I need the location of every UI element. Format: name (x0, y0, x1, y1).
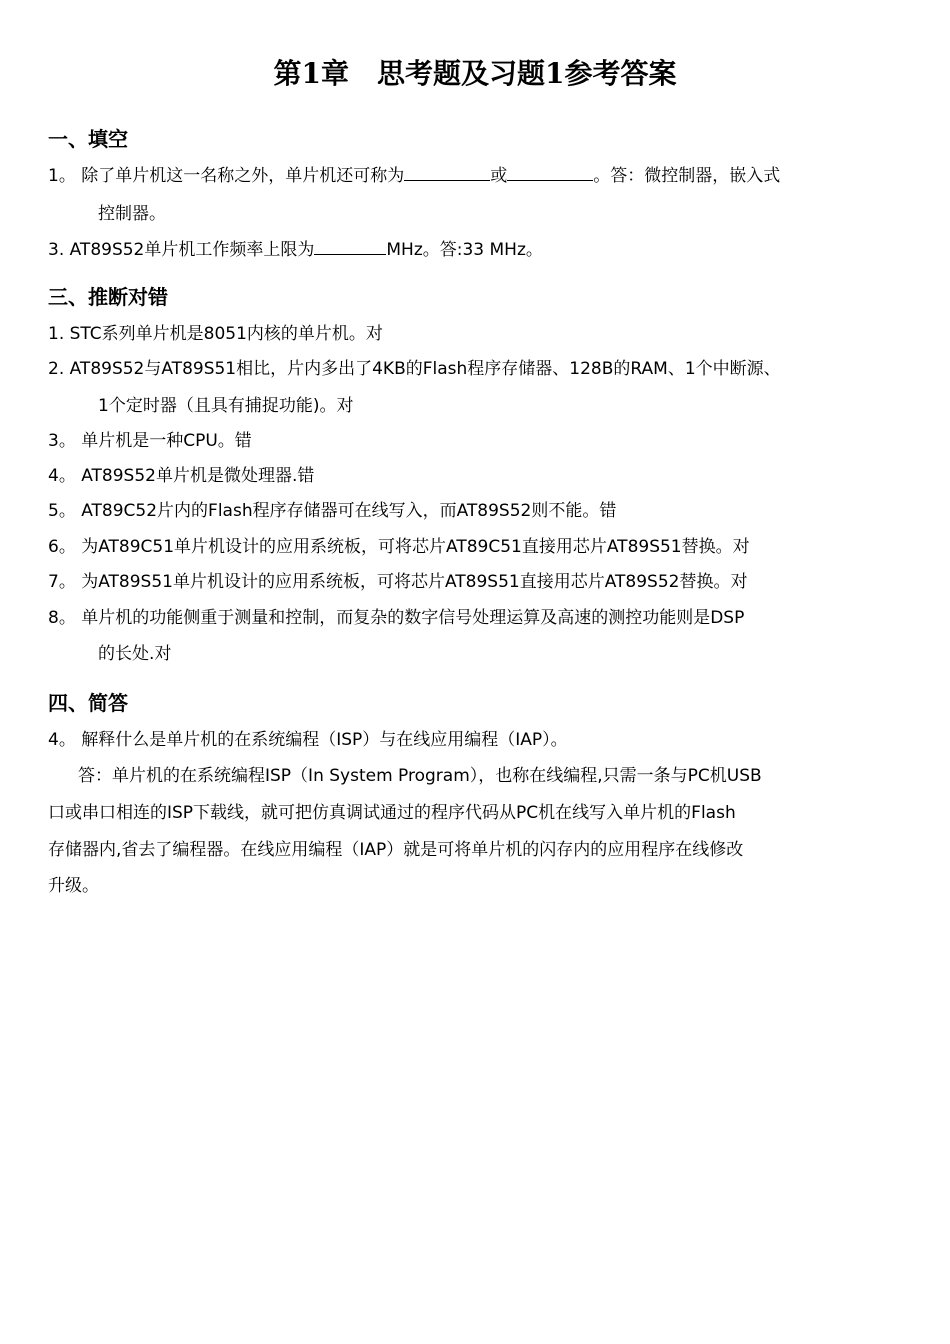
question-3 (48, 236, 543, 264)
section-heading-fill-blank: 一、填空 (48, 127, 128, 151)
tf-item-8: 8。 单片机的功能侧重于测量和控制，而复杂的数字信号处理运算及高速的测控功能则是DSP (48, 608, 745, 628)
question-1-prefix: 1。 除了单片机这一名称之外，单片机还可称为 (48, 166, 405, 186)
answer-line-4: 升级。 (48, 876, 99, 896)
answer-line-3: 存储器内,省去了编程器。在线应用编程（IAP）就是可将单片机的闪存内的应用程序在线修改 (48, 840, 744, 860)
answer-blank (314, 236, 386, 255)
tf-item-5: 5。 AT89C52片内的Flash程序存储器可在线写入，而AT89S52则不能。错 (48, 501, 617, 521)
tf-item-1: 1. STC系列单片机是8051内核的单片机。对 (48, 324, 383, 344)
answer-line-2: 口或串口相连的ISP下载线，就可把仿真调试通过的程序代码从PC机在线写入单片机的Flash (48, 803, 736, 823)
tf-item-4: 4。 AT89S52单片机是微处理器.错 (48, 466, 315, 486)
question-1-suffix: 。答：微控制器，嵌入式 (593, 166, 781, 186)
tf-item-6: 6。 为AT89C51单片机设计的应用系统板，可将芯片AT89C51直接用芯片AT89S51替换。对 (48, 537, 750, 557)
tf-item-3: 3。 单片机是一种CPU。错 (48, 431, 252, 451)
tf-item-8-continuation: 的长处.对 (98, 644, 172, 664)
question-3-prefix: 3. AT89S52单片机工作频率上限为 (48, 240, 315, 260)
section-heading-true-false: 三、推断对错 (48, 285, 168, 309)
answer-line-1: 答：单片机的在系统编程ISP（In System Program），也称在线编程,只需一条与PC机USB (78, 766, 762, 786)
page-title: 第1章 思考题及习题1参考答案 (273, 57, 677, 90)
tf-item-2-continuation: 1个定时器（且具有捕捉功能)。对 (98, 396, 354, 416)
question-1-mid: 或 (490, 166, 508, 186)
short-answer-question: 4。 解释什么是单片机的在系统编程（ISP）与在线应用编程（IAP）。 (48, 730, 568, 750)
section-heading-short-answer: 四、简答 (48, 691, 128, 715)
question-1 (48, 162, 780, 190)
tf-item-7: 7。 为AT89S51单片机设计的应用系统板，可将芯片AT89S51直接用芯片AT89S52替换。对 (48, 572, 748, 592)
question-3-suffix: MHz。答:33 MHz。 (386, 240, 543, 260)
question-1-continuation: 控制器。 (98, 204, 166, 224)
answer-blank (507, 162, 593, 181)
answer-blank (404, 162, 490, 181)
tf-item-2: 2. AT89S52与AT89S51相比，片内多出了4KB的Flash程序存储器、128B的RAM、1个中断源、 (48, 359, 781, 379)
